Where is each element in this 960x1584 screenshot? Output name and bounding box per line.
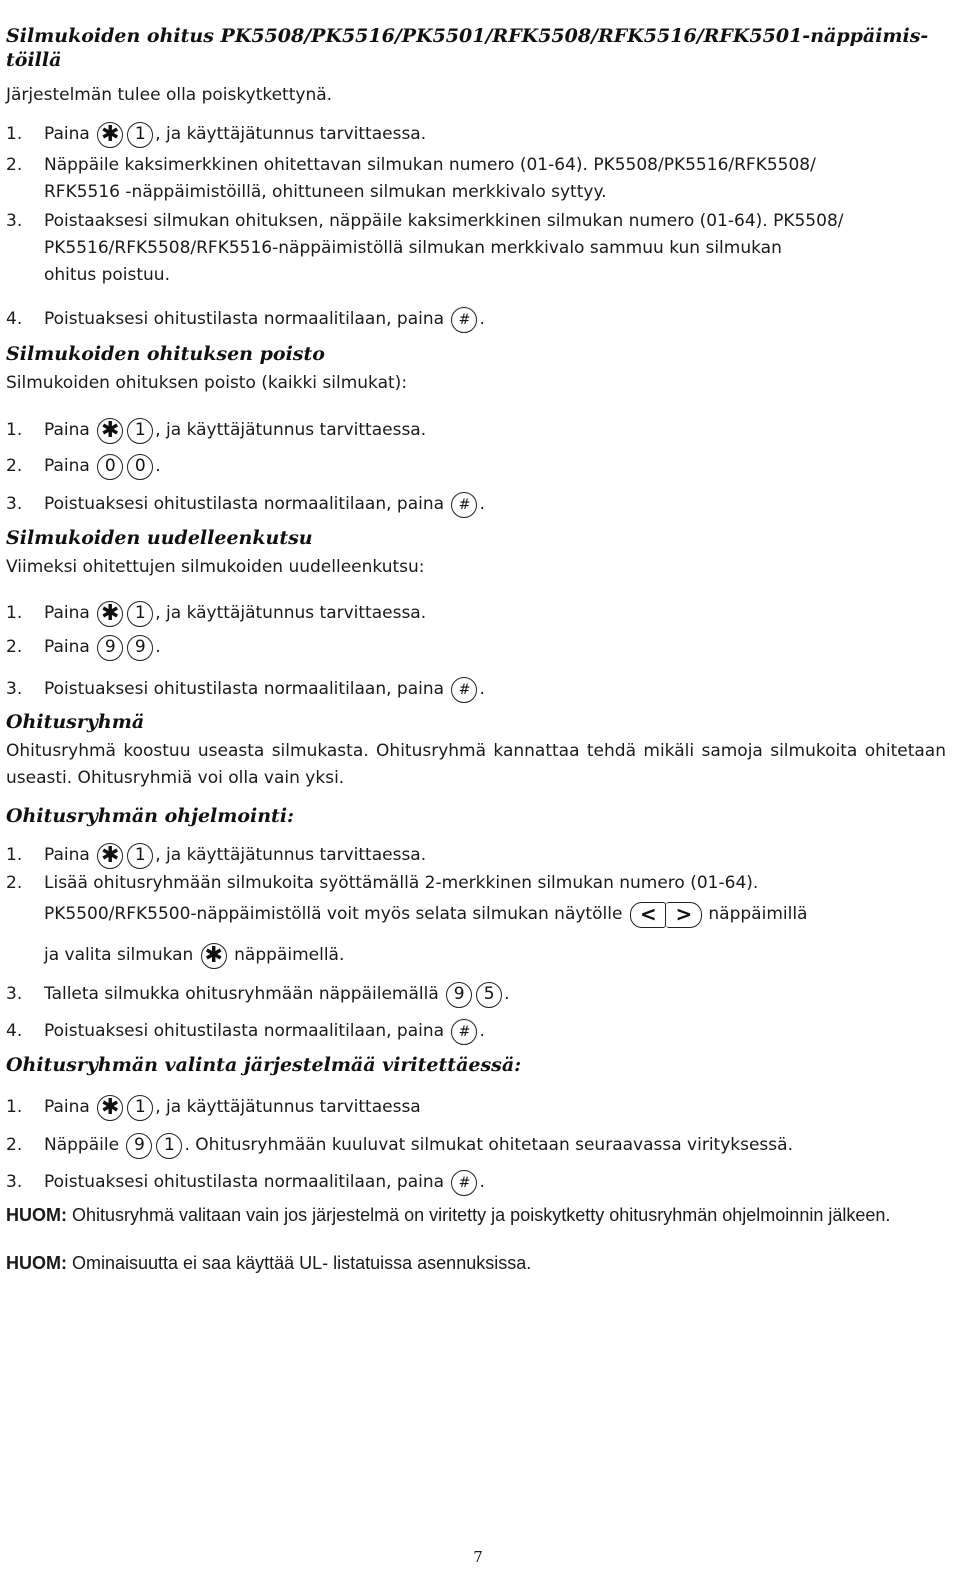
section-title-bypass-removal: Silmukoiden ohituksen poisto: [6, 343, 325, 365]
bypass-step-4: 4. Poistuaksesi ohitustilasta normaalitilaan, paina # .: [6, 306, 485, 333]
bypass-intro: Järjestelmän tulee olla poiskytkettynä.: [6, 85, 333, 105]
page-number: 7: [473, 1548, 483, 1566]
one-key-icon: 1: [156, 1133, 182, 1159]
bypass-step-3: 3. Poistaaksesi silmukan ohituksen, näppäile kaksimerkkinen silmukan numero (01-64). PK5508/ PK5516/RFK5508/RFK5516-näppäimistöllä silmukan merkkivalo sammuu kun silmukan ohitus poistuu.: [6, 211, 844, 285]
bypass-removal-step-3: 3. Poistuaksesi ohitustilasta normaalitilaan, paina # .: [6, 491, 485, 518]
section-title-bypass-group: Ohitusryhmä: [6, 711, 145, 733]
five-key-icon: 5: [476, 982, 502, 1008]
star-key-icon: ✱: [97, 843, 123, 869]
bypass-step-2: 2. Näppäile kaksimerkkinen ohitettavan silmukan numero (01-64). PK5508/PK5516/RFK5508/ RFK5516 -näppäimistöillä, ohittuneen silmukan merkkivalo syttyy.: [6, 155, 816, 202]
group-programming-step-2: 2. Lisää ohitusryhmään silmukoita syöttämällä 2-merkkinen silmukan numero (01-64).: [6, 873, 759, 893]
recall-step-1: 1. Paina ✱ 1 , ja käyttäjätunnus tarvittaessa.: [6, 600, 427, 626]
note-label: HUOM:: [6, 1253, 67, 1273]
nine-key-icon: 9: [126, 1133, 152, 1159]
bypass-group-text: Ohitusryhmä koostuu useasta silmukasta. Ohitusryhmä kannattaa tehdä mikäli samoja silmukoita ohitetaan useasti. Ohitusryhmiä voi olla vain yksi.: [6, 741, 946, 788]
scroll-keys: [630, 902, 702, 928]
star-key-icon: ✱: [97, 1095, 123, 1121]
star-key-icon: ✱: [97, 418, 123, 444]
group-programming-step-2-scroll: PK5500/RFK5500-näppäimistöllä voit myös selata silmukan näytölle < > näppäimillä: [44, 902, 808, 926]
one-key-icon: 1: [127, 601, 153, 627]
one-key-icon: 1: [127, 122, 153, 148]
zero-key-icon: 0: [97, 454, 123, 480]
nine-key-icon: 9: [127, 635, 153, 661]
bypass-removal-step-2: 2. Paina 0 0 .: [6, 453, 161, 480]
note-2: HUOM: Ominaisuutta ei saa käyttää UL- listatuissa asennuksissa.: [6, 1253, 532, 1273]
section-title-group-selection: Ohitusryhmän valinta järjestelmää viritettäessä:: [6, 1054, 522, 1076]
group-programming-step-3: 3. Talleta silmukka ohitusryhmään näppäilemällä 9 5 .: [6, 981, 510, 1008]
one-key-icon: 1: [127, 1095, 153, 1121]
nine-key-icon: 9: [97, 635, 123, 661]
hash-key-icon: #: [451, 307, 477, 333]
section-title-recall: Silmukoiden uudelleenkutsu: [6, 527, 313, 549]
one-key-icon: 1: [127, 843, 153, 869]
hash-key-icon: #: [451, 677, 477, 703]
left-arrow-key-icon: <: [630, 902, 666, 928]
star-key-icon: ✱: [97, 122, 123, 148]
bypass-step-1: 1. Paina ✱ 1 , ja käyttäjätunnus tarvittaessa.: [6, 121, 427, 147]
star-key-icon: ✱: [201, 943, 227, 969]
section-title-group-programming: Ohitusryhmän ohjelmointi:: [6, 805, 295, 827]
right-arrow-key-icon: >: [666, 902, 702, 928]
group-programming-step-4: 4. Poistuaksesi ohitustilasta normaalitilaan, paina # .: [6, 1018, 485, 1045]
recall-intro: Viimeksi ohitettujen silmukoiden uudelleenkutsu:: [6, 557, 425, 577]
group-programming-step-1: 1. Paina ✱ 1 , ja käyttäjätunnus tarvittaessa.: [6, 842, 427, 868]
note-label: HUOM:: [6, 1205, 67, 1225]
hash-key-icon: #: [451, 492, 477, 518]
bypass-removal-step-1: 1. Paina ✱ 1 , ja käyttäjätunnus tarvittaessa.: [6, 417, 427, 443]
group-selection-step-2: 2. Näppäile 9 1 . Ohitusryhmään kuuluvat silmukat ohitetaan seuraavassa virityksessä.: [6, 1132, 793, 1159]
group-selection-step-3: 3. Poistuaksesi ohitustilasta normaalitilaan, paina # .: [6, 1169, 485, 1196]
recall-step-2: 2. Paina 9 9 .: [6, 634, 161, 661]
bypass-removal-intro: Silmukoiden ohituksen poisto (kaikki silmukat):: [6, 373, 408, 393]
note-1: HUOM: Ohitusryhmä valitaan vain jos järjestelmä on viritetty ja poiskytketty ohitusryhmän ohjelmoinnin jälkeen.: [6, 1205, 891, 1225]
hash-key-icon: #: [451, 1019, 477, 1045]
group-programming-step-2-select: ja valita silmukan ✱ näppäimellä.: [44, 942, 345, 968]
group-selection-step-1: 1. Paina ✱ 1 , ja käyttäjätunnus tarvittaessa: [6, 1094, 421, 1120]
nine-key-icon: 9: [446, 982, 472, 1008]
star-key-icon: ✱: [97, 601, 123, 627]
zero-key-icon: 0: [127, 454, 153, 480]
one-key-icon: 1: [127, 418, 153, 444]
recall-step-3: 3. Poistuaksesi ohitustilasta normaalitilaan, paina # .: [6, 676, 485, 703]
hash-key-icon: #: [451, 1170, 477, 1196]
section-title-bypass: Silmukoiden ohitus PK5508/PK5516/PK5501/RFK5508/RFK5516/RFK5501-näppäimis- töillä: [6, 25, 929, 71]
